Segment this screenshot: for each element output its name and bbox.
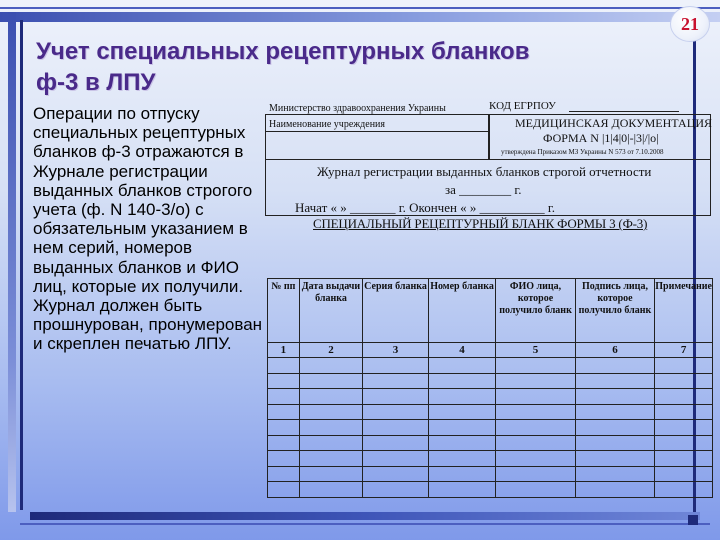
- frame-bottom-line: [20, 523, 710, 525]
- table-cell: [575, 358, 654, 374]
- table-cell: [268, 451, 300, 467]
- table-cell: [268, 482, 300, 498]
- table-cell: [428, 420, 495, 436]
- title-line-2: ф-3 в ЛПУ: [36, 69, 156, 96]
- table-cell: [268, 466, 300, 482]
- table-cell: [655, 435, 713, 451]
- journal-year: за ________ г.: [445, 182, 522, 197]
- page-number: 21: [670, 6, 710, 42]
- table-row: [268, 373, 713, 389]
- table-cell: [575, 482, 654, 498]
- table-cell: [299, 373, 363, 389]
- code-underline: [569, 111, 679, 112]
- table-cell: [655, 358, 713, 374]
- table-cell: [655, 482, 713, 498]
- blank-rows: [268, 358, 713, 498]
- column-number: 4: [428, 343, 495, 358]
- table-cell: [428, 482, 495, 498]
- table-cell: [268, 358, 300, 374]
- frame-left-bar: [8, 12, 16, 512]
- table-cell: [575, 373, 654, 389]
- table-cell: [496, 373, 575, 389]
- table-cell: [299, 358, 363, 374]
- frame-left-line: [20, 20, 23, 510]
- table-cell: [496, 435, 575, 451]
- table-header: Серия бланка: [363, 279, 429, 343]
- journal-period: Начат « » _______ г. Окончен « » __________ г.: [295, 200, 556, 215]
- med-doc-label: МЕДИЦИНСКАЯ ДОКУМЕНТАЦИЯ: [515, 116, 713, 130]
- table-header: Номер бланка: [428, 279, 495, 343]
- table-header-row: [268, 279, 713, 343]
- table-cell: [363, 435, 429, 451]
- frame-bottom-bar: [30, 512, 700, 520]
- journal-table: [267, 278, 713, 498]
- table-row: [268, 435, 713, 451]
- table-cell: [655, 389, 713, 405]
- table-cell: [575, 451, 654, 467]
- table-header: ФИО лица, которое получило бланк: [496, 279, 575, 343]
- table-cell: [575, 420, 654, 436]
- code-label: КОД ЕГРПОУ: [489, 100, 556, 112]
- table-cell: [655, 451, 713, 467]
- table-cell: [575, 435, 654, 451]
- table-row: [268, 466, 713, 482]
- table-cell: [299, 435, 363, 451]
- column-number: 7: [655, 343, 713, 358]
- table-cell: [496, 404, 575, 420]
- blank-title: СПЕЦИАЛЬНЫЙ РЕЦЕПТУРНЫЙ БЛАНК ФОРМЫ 3 (Ф-3): [313, 216, 648, 231]
- column-number: 5: [496, 343, 575, 358]
- approved-by: утверждена Приказом МЗ Украины N 573 от 7.10.2008: [501, 148, 664, 156]
- table-cell: [575, 389, 654, 405]
- column-number: 1: [268, 343, 300, 358]
- table-cell: [363, 420, 429, 436]
- table-cell: [299, 389, 363, 405]
- table-cell: [655, 420, 713, 436]
- table-cell: [268, 435, 300, 451]
- table-row: [268, 420, 713, 436]
- table-cell: [428, 466, 495, 482]
- column-number: 6: [575, 343, 654, 358]
- frame-top-thin: [0, 7, 720, 9]
- title-line-1: Учет специальных рецептурных бланков: [36, 38, 530, 65]
- table-cell: [428, 404, 495, 420]
- column-number: 2: [299, 343, 363, 358]
- table-cell: [268, 389, 300, 405]
- table-cell: [655, 466, 713, 482]
- table-cell: [428, 373, 495, 389]
- table-row: [268, 404, 713, 420]
- table-cell: [575, 466, 654, 482]
- column-number: 3: [363, 343, 429, 358]
- table-cell: [655, 373, 713, 389]
- table-cell: [299, 482, 363, 498]
- table-cell: [299, 466, 363, 482]
- body-text: Операции по отпуску специальных рецептурных бланков ф-3 отражаются в Журнале регистрации выданных бланков строгого учета (ф. N 140-3/о) с обязательным указанием в нем серий, номеров выданных бланков и ФИО лиц, которые их получили. Журнал должен быть прошнурован, пронумерован и скреплен печатью ЛПУ.: [33, 104, 263, 354]
- corner-square: [688, 515, 698, 525]
- table-cell: [428, 358, 495, 374]
- form-number: ФОРМА N |1|4|0|-|3|/|о|: [543, 131, 659, 145]
- table-cell: [428, 451, 495, 467]
- table-header: № пп: [268, 279, 300, 343]
- table-header: Примечание: [655, 279, 713, 343]
- table-cell: [299, 420, 363, 436]
- table-row: [268, 358, 713, 374]
- table-cell: [363, 451, 429, 467]
- table-cell: [496, 451, 575, 467]
- table-row: [268, 451, 713, 467]
- table-cell: [299, 404, 363, 420]
- column-number-row: [268, 343, 713, 358]
- ministry-label: Министерство здравоохранения Украины: [269, 103, 446, 114]
- table-cell: [496, 389, 575, 405]
- table-cell: [268, 420, 300, 436]
- table-cell: [575, 404, 654, 420]
- table-cell: [496, 420, 575, 436]
- table-cell: [428, 389, 495, 405]
- table-cell: [655, 404, 713, 420]
- table-cell: [363, 373, 429, 389]
- table-cell: [496, 482, 575, 498]
- table-cell: [363, 404, 429, 420]
- table-row: [268, 389, 713, 405]
- table-row: [268, 482, 713, 498]
- table-cell: [496, 466, 575, 482]
- table-cell: [268, 373, 300, 389]
- institution-label: Наименование учреждения: [269, 119, 386, 130]
- table-cell: [363, 482, 429, 498]
- journal-form-image: [265, 100, 715, 500]
- table-cell: [268, 404, 300, 420]
- frame-top-bar: [0, 12, 720, 22]
- journal-title: Журнал регистрации выданных бланков строгой отчетности: [317, 164, 652, 179]
- table-cell: [496, 358, 575, 374]
- table-cell: [363, 389, 429, 405]
- table-cell: [363, 358, 429, 374]
- slide-title: [36, 36, 656, 98]
- table-cell: [299, 451, 363, 467]
- table-cell: [428, 435, 495, 451]
- table-header: Подпись лица, которое получило бланк: [575, 279, 654, 343]
- table-header: Дата выдачи бланка: [299, 279, 363, 343]
- table-cell: [363, 466, 429, 482]
